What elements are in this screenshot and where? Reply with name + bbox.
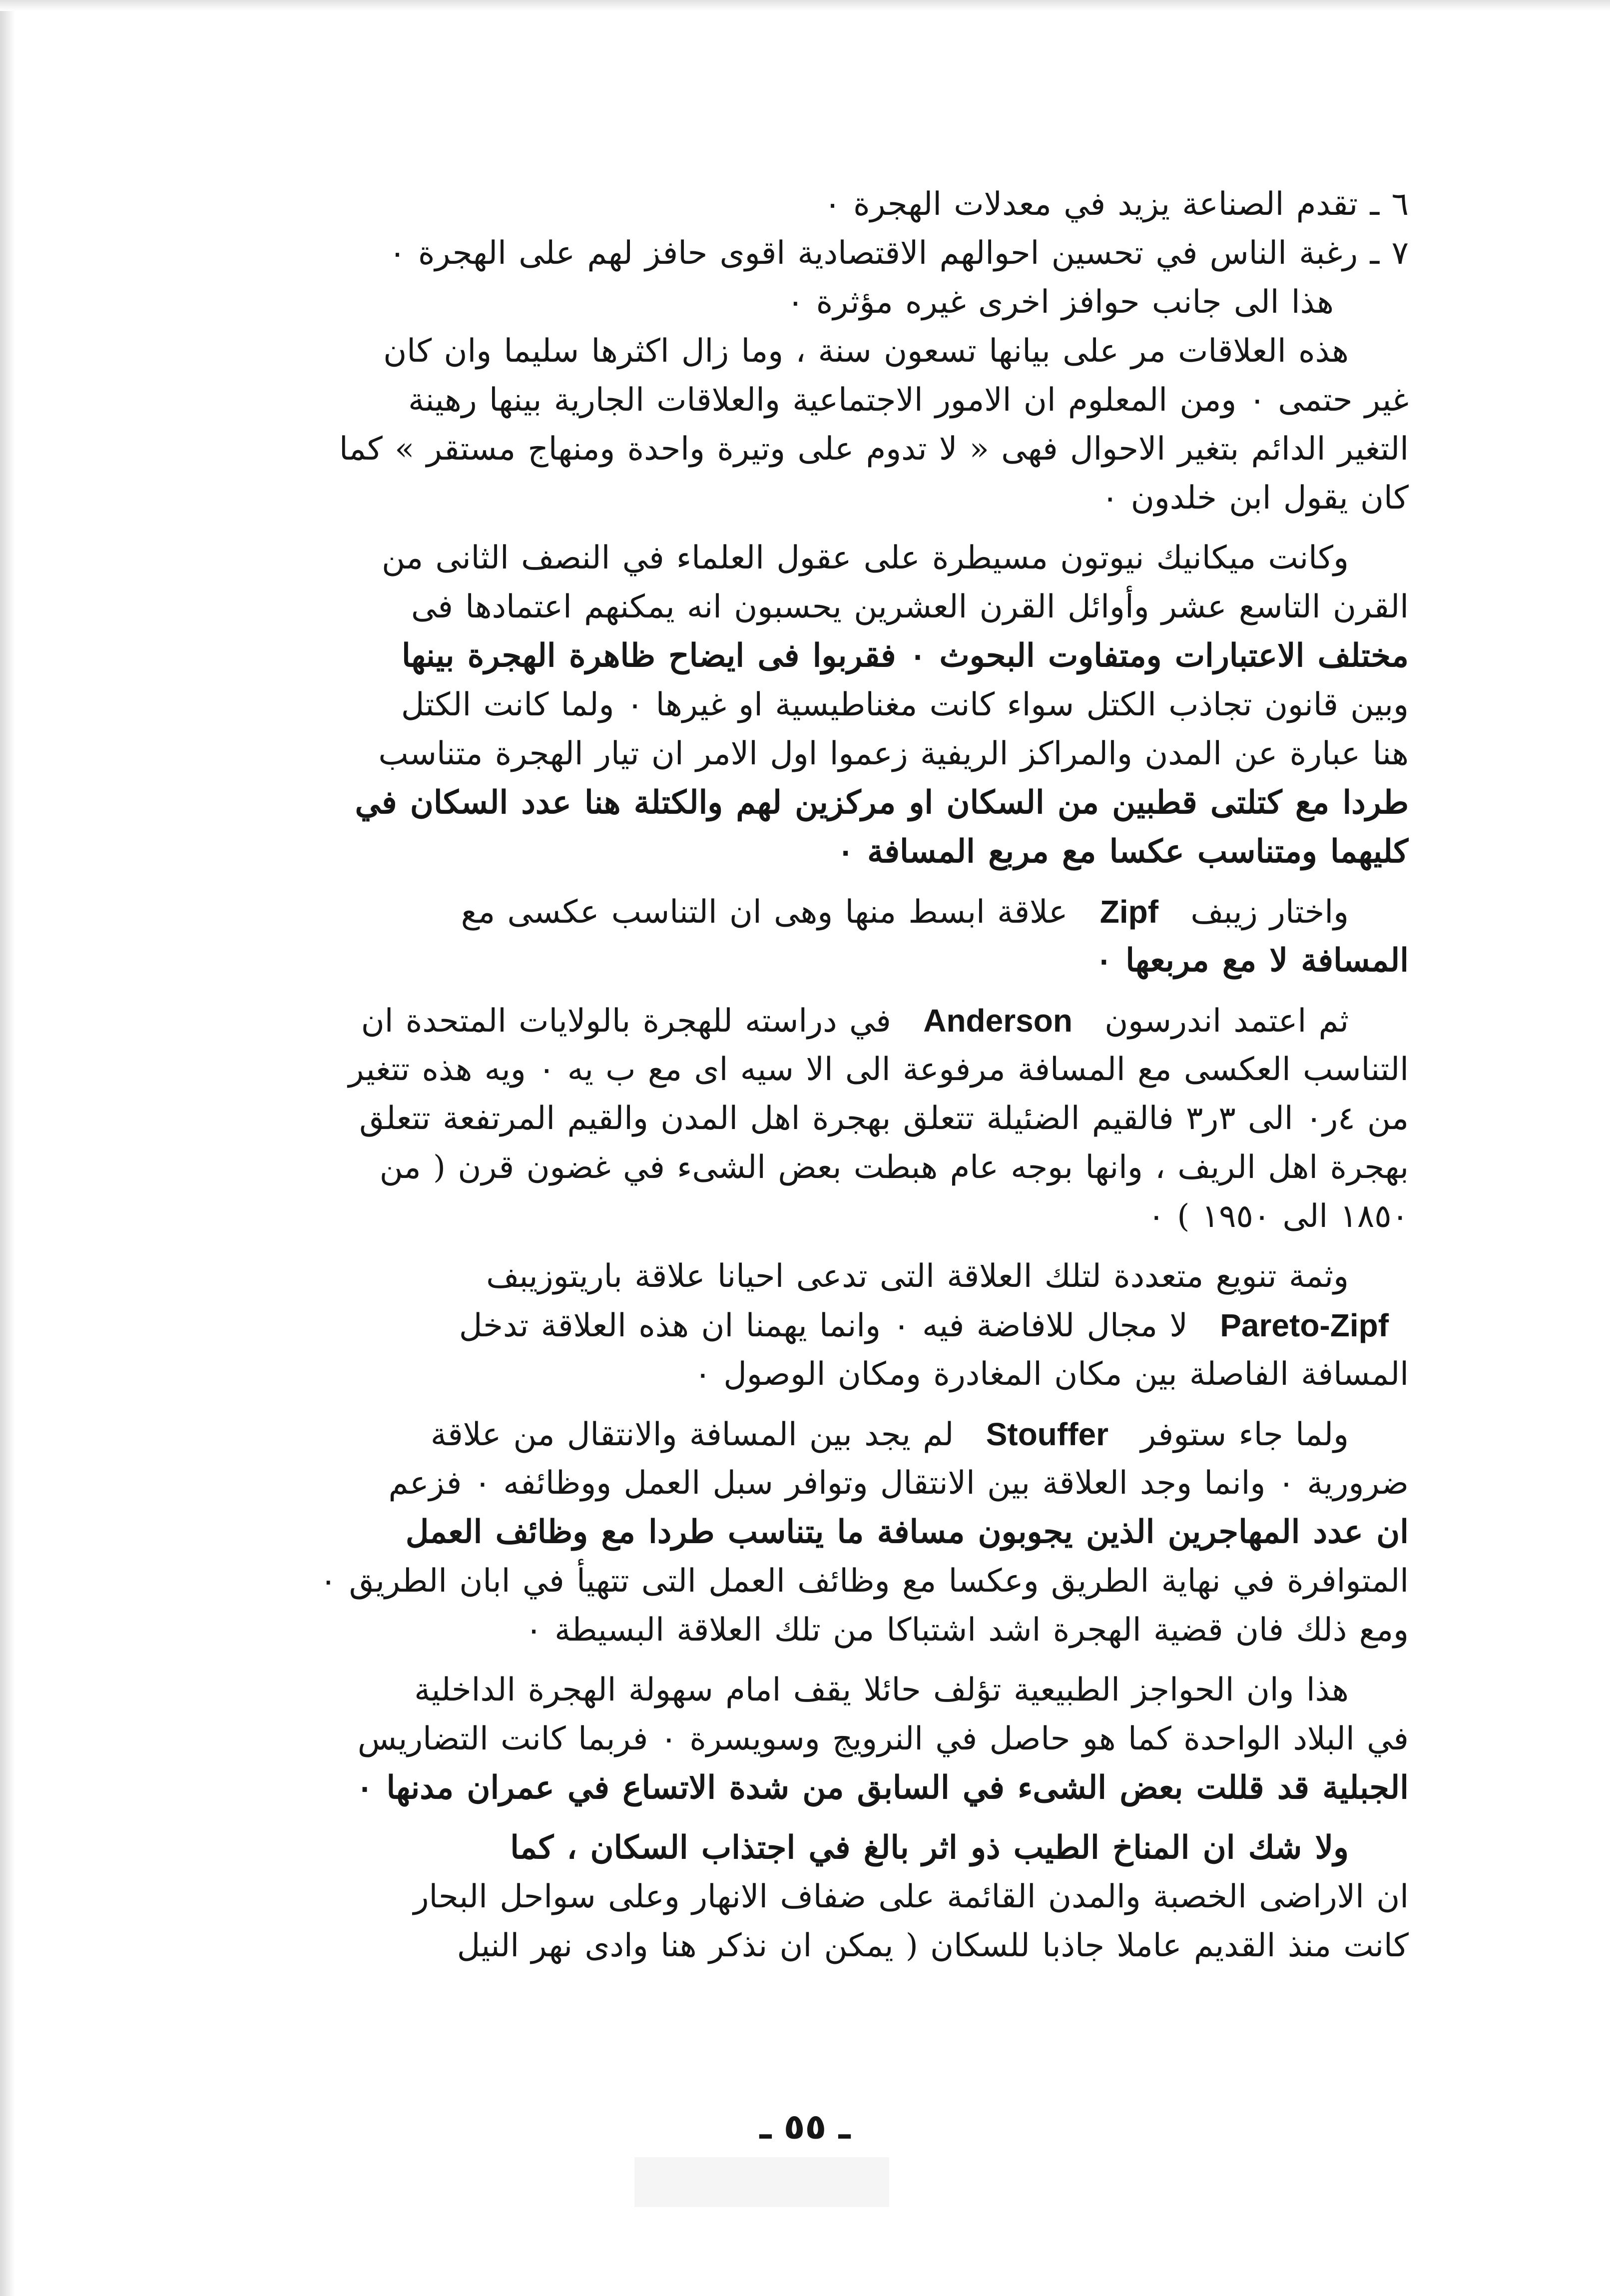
latin-term-pareto-zipf: Pareto-Zipf [1220,1307,1389,1343]
text-line: في البلاد الواحدة كما هو حاصل في النرويج وسويسرة ٠ فربما كانت التضاريس [357,1721,1409,1757]
scan-top-shadow [0,0,1610,11]
text-line: ٦ ـ تقدم الصناعة يزيد في معدلات الهجرة ٠ [824,186,1409,223]
latin-term-stouffer: Stouffer [986,1416,1108,1452]
latin-term-anderson: Anderson [923,1003,1073,1039]
text-line: ان الاراضى الخصبة والمدن القائمة على ضفاف الانهار وعلى سواحل البحار [413,1878,1409,1915]
text-line: هذا الى جانب حوافز اخرى غيره مؤثرة ٠ [787,284,1334,321]
latin-term-zipf: Zipf [1099,894,1159,930]
text-fragment: ولما جاء ستوفر [1140,1416,1349,1453]
body-text [190,180,1409,1970]
text-line: كانت منذ القديم عاملا جاذبا للسكان ( يمكن ان نذكر هنا وادى نهر النيل [457,1927,1409,1964]
text-line: ١٨٥٠ الى ١٩٥٠ ) ٠ [1147,1198,1409,1235]
text-fragment: علاقة ابسط منها وهى ان التناسب عكسى مع [461,894,1068,931]
text-line: ٧ ـ رغبة الناس في تحسين احوالهم الاقتصادية اقوى حافز لهم على الهجرة ٠ [389,235,1409,272]
text-line: مختلف الاعتبارات ومتفاوت البحوث ٠ فقربوا فى ايضاح ظاهرة الهجرة بينها [402,637,1409,674]
scan-smudge [634,2157,889,2207]
text-line: هنا عبارة عن المدن والمراكز الريفية زعموا اول الامر ان تيار الهجرة متناسب [378,735,1409,772]
text-line: وكانت ميكانيك نيوتون مسيطرة على عقول العلماء في النصف الثانى من [382,540,1349,576]
page-number: ـ ٥٥ ـ [759,2106,851,2147]
text-fragment: واختار زيبف [1190,894,1349,931]
text-line: القرن التاسع عشر وأوائل القرن العشرين يحسبون انه يمكنهم اعتمادها فى [411,588,1409,625]
scan-edge-shadow [0,0,15,2296]
text-line: المتوافرة في نهاية الطريق وعكسا مع وظائف العمل التى تتهيأ في ابان الطريق ٠ [320,1563,1409,1600]
text-line [190,1410,1409,1459]
text-line [190,887,1409,936]
text-line [190,1301,1409,1350]
text-line: المسافة الفاصلة بين مكان المغادرة ومكان الوصول ٠ [694,1356,1409,1393]
text-line: ان عدد المهاجرين الذين يجوبون مسافة ما يتناسب طردا مع وظائف العمل [405,1513,1409,1551]
text-line: طردا مع كتلتى قطبين من السكان او مركزين لهم والكتلة هنا عدد السكان في [355,784,1409,821]
text-line: من ٤ر٠ الى ٣ر٣ فالقيم الضئيلة تتعلق بهجرة اهل المدن والقيم المرتفعة تتعلق [359,1100,1409,1137]
text-line: كليهما ومتناسب عكسا مع مربع المسافة ٠ [837,833,1409,870]
text-line: وبين قانون تجاذب الكتل سواء كانت مغناطيسية او غيرها ٠ ولما كانت الكتل [401,686,1409,723]
text-line: ولا شك ان المناخ الطيب ذو اثر بالغ في اجتذاب السكان ، كما [510,1829,1349,1866]
text-line: ضرورية ٠ وانما وجد العلاقة بين الانتقال وتوافر سبل العمل ووظائفه ٠ فزعم [388,1465,1409,1502]
text-line: بهجرة اهل الريف ، وانها بوجه عام هبطت بعض الشىء في غضون قرن ( من [379,1149,1409,1186]
text-fragment: ثم اعتمد اندرسون [1104,1003,1349,1040]
text-fragment: في دراسته للهجرة بالولايات المتحدة ان [361,1003,891,1040]
text-line: التناسب العكسى مع المسافة مرفوعة الى الا سيه اى مع ب يه ٠ ويه هذه تتغير [348,1051,1409,1088]
text-line: هذا وان الحواجز الطبيعية تؤلف حائلا يقف امام سهولة الهجرة الداخلية [414,1672,1349,1709]
text-fragment: لم يجد بين المسافة والانتقال من علاقة [430,1416,954,1453]
text-line: المسافة لا مع مربعها ٠ [1095,942,1409,979]
text-line: الجبلية قد قللت بعض الشىء في السابق من شدة الاتساع في عمران مدنها ٠ [356,1769,1409,1806]
text-fragment: لا مجال للافاضة فيه ٠ وانما يهمنا ان هذه العلاقة تدخل [459,1307,1188,1344]
text-line: غير حتمى ٠ ومن المعلوم ان الامور الاجتماعية والعلاقات الجارية بينها رهينة [408,382,1409,419]
text-line: كان يقول ابن خلدون ٠ [1101,480,1409,517]
text-line: التغير الدائم بتغير الاحوال فهى « لا تدوم على وتيرة واحدة ومنهاج مستقر » كما [339,431,1409,468]
text-line: هذه العلاقات مر على بيانها تسعون سنة ، وما زال اكثرها سليما وان كان [383,333,1349,370]
text-line: ومع ذلك فان قضية الهجرة اشد اشتباكا من تلك العلاقة البسيطة ٠ [525,1612,1409,1649]
text-line [190,996,1409,1045]
text-line: وثمة تنويع متعددة لتلك العلاقة التى تدعى احيانا علاقة باريتوزيبف [486,1258,1349,1295]
